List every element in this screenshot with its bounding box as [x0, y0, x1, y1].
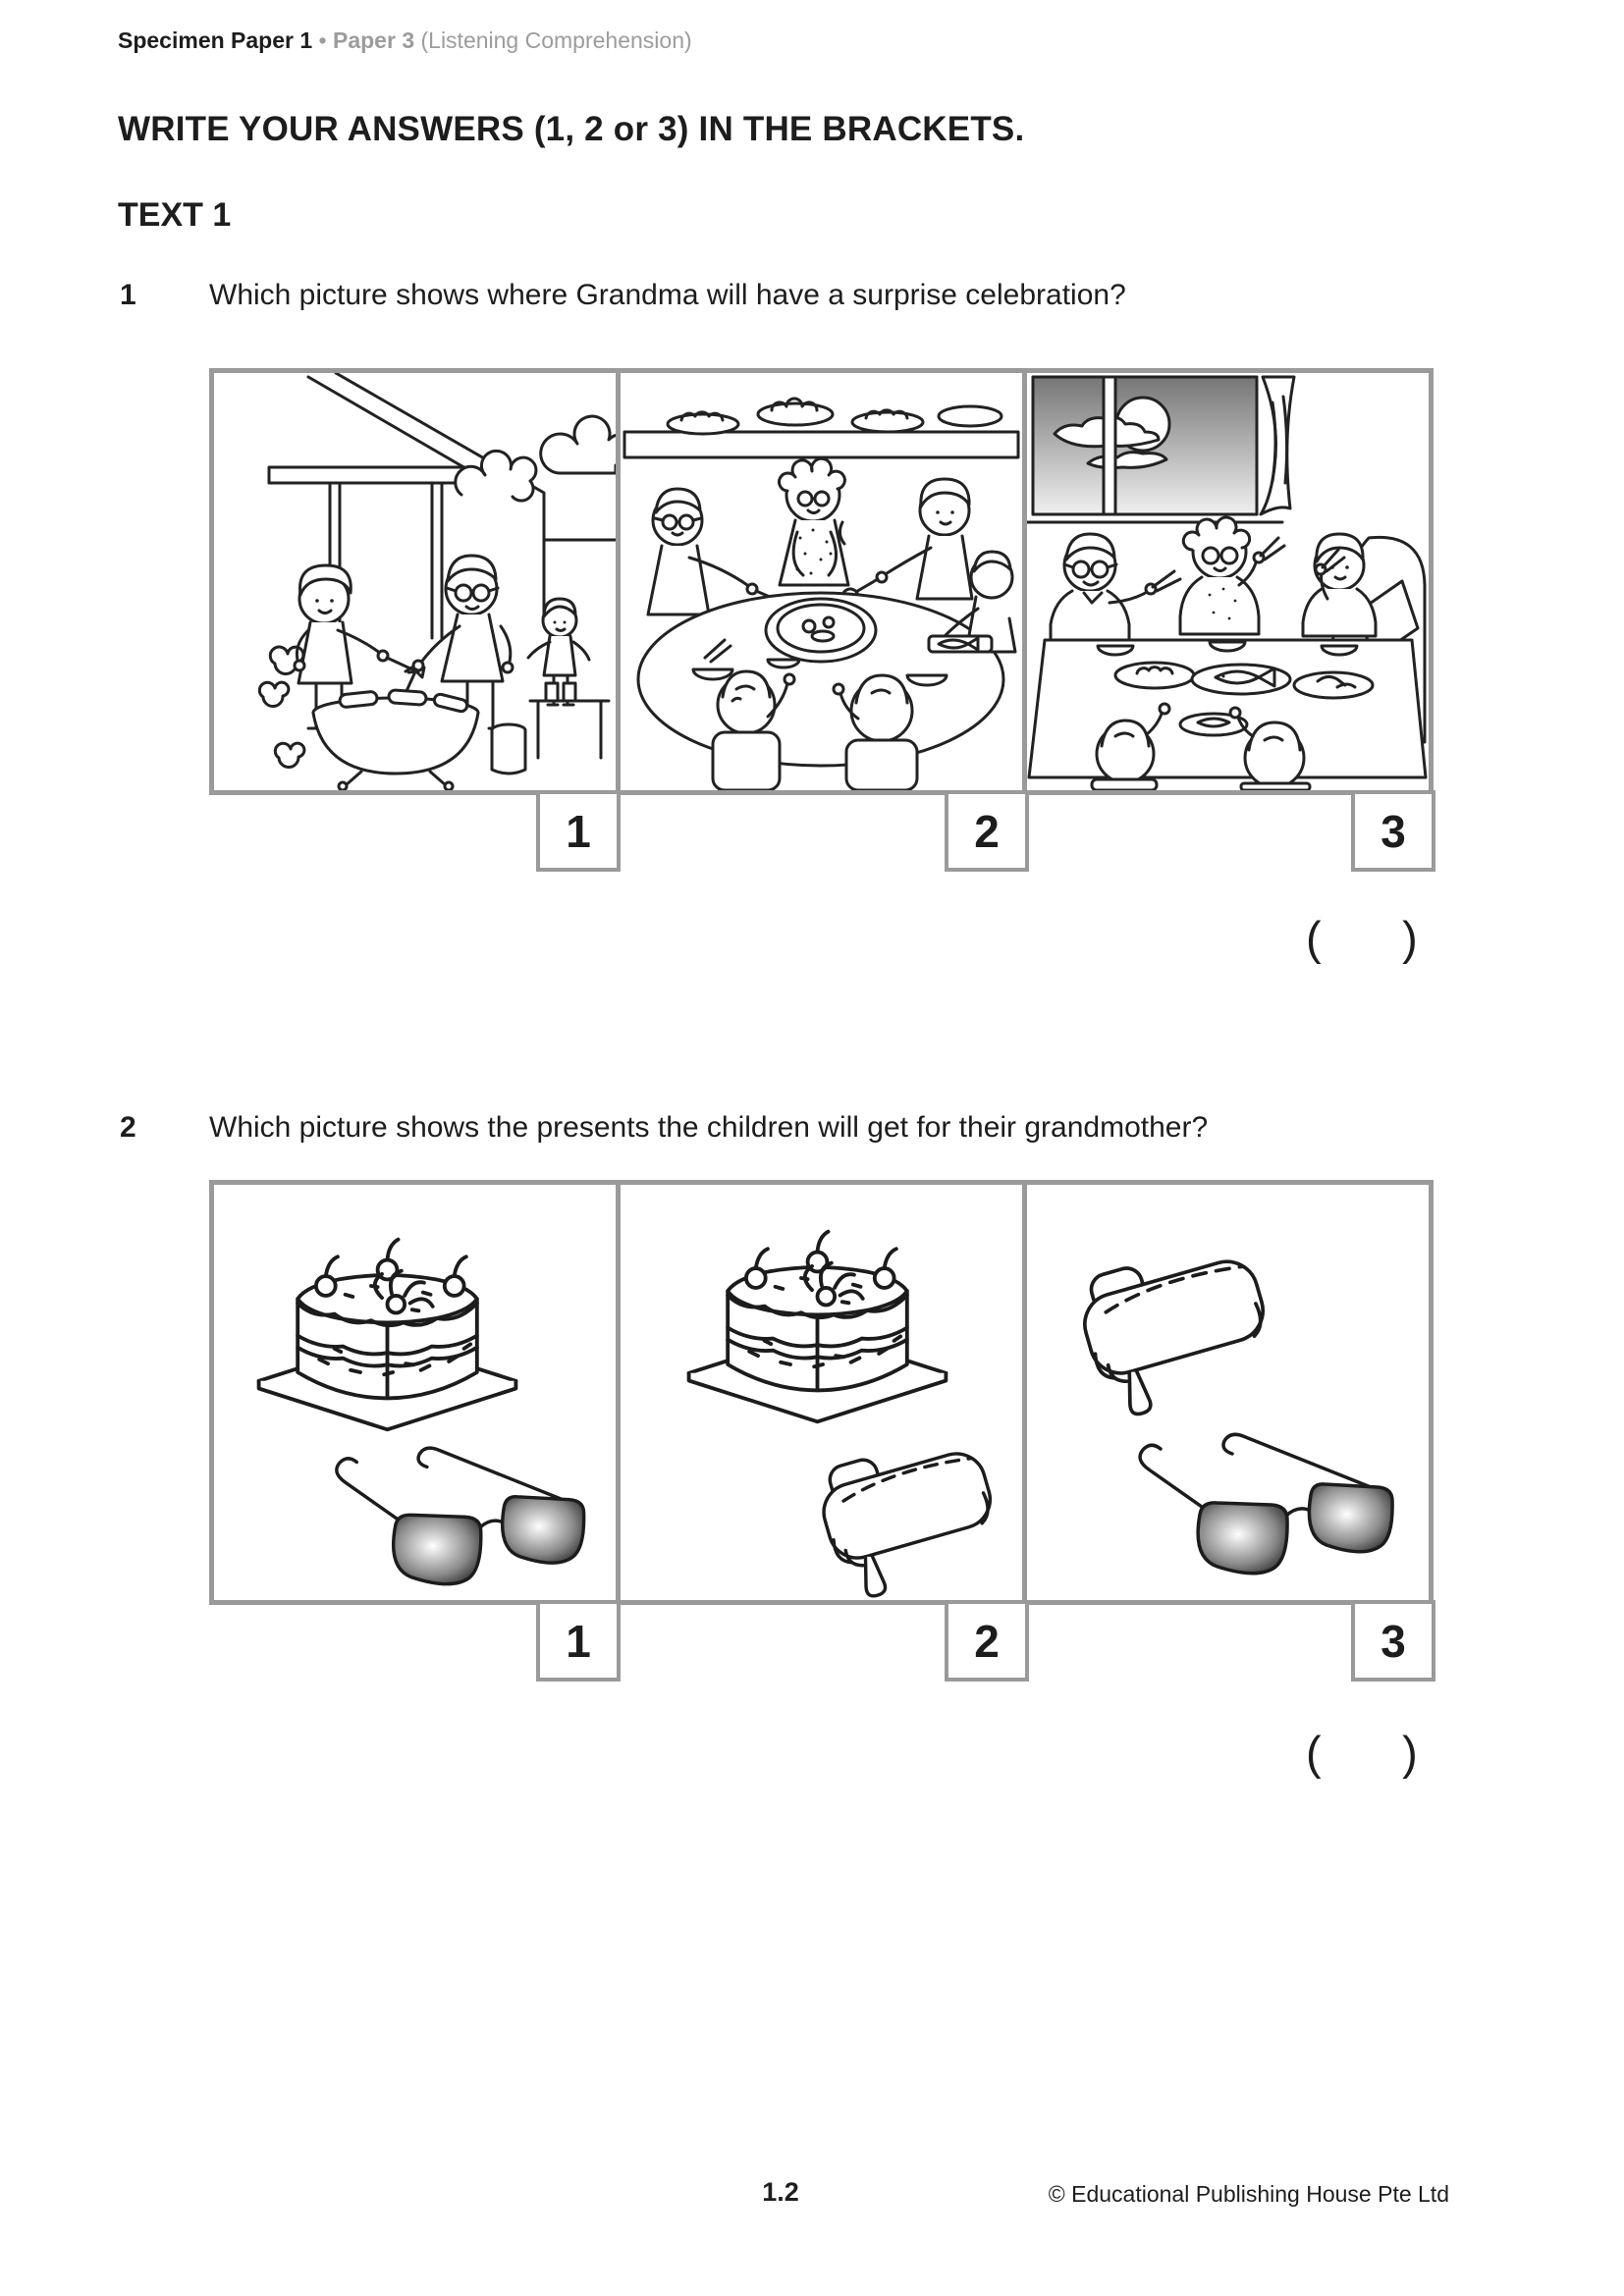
close-bracket: ) — [1402, 1727, 1418, 1779]
picture-option-panel — [621, 373, 1027, 790]
option-number-box — [1351, 790, 1435, 872]
option-number-label: 1 — [566, 805, 591, 857]
family-barbecue-scene-picture — [214, 373, 616, 790]
question-2-picture-strip — [209, 1180, 1434, 1605]
copyright-notice: © Educational Publishing House Pte Ltd — [1048, 2181, 1449, 2207]
family-night-dinner-scene-picture — [1027, 373, 1429, 790]
answer-brackets — [1306, 911, 1418, 965]
cake-and-sunglasses-picture — [214, 1185, 616, 1600]
picture-option-panel — [621, 1185, 1027, 1600]
page-number: 1.2 — [762, 2177, 799, 2207]
picture-option-panel — [214, 373, 621, 790]
paper-subtitle: (Listening Comprehension) — [420, 27, 692, 53]
purse-and-sunglasses-picture — [1027, 1185, 1429, 1600]
option-number-label: 1 — [566, 1615, 591, 1667]
section-title: TEXT 1 — [118, 196, 232, 234]
option-number-label: 3 — [1380, 805, 1406, 857]
question-1-number: 1 — [120, 279, 136, 311]
booklet-title: Specimen Paper 1 — [118, 27, 313, 53]
option-number-label: 2 — [974, 1615, 1000, 1667]
question-2-text: Which picture shows the presents the children will get for their grandmother? — [209, 1111, 1209, 1144]
paper-title: Paper 3 — [333, 27, 415, 53]
picture-option-panel — [214, 1185, 621, 1600]
option-number-box — [945, 1600, 1029, 1682]
option-number-box — [536, 1600, 621, 1682]
question-1-text: Which picture shows where Grandma will have a surprise celebration? — [209, 279, 1126, 311]
question-2-number: 2 — [120, 1111, 136, 1144]
picture-option-panel — [1027, 1185, 1429, 1600]
header-bullet-separator: • — [318, 27, 327, 53]
open-bracket: ( — [1306, 1727, 1322, 1779]
family-hotpot-scene-picture — [621, 373, 1022, 790]
instruction-heading: WRITE YOUR ANSWERS (1, 2 or 3) IN THE BRACKETS. — [118, 110, 1025, 148]
option-number-box — [945, 790, 1029, 872]
cake-and-purse-picture — [621, 1185, 1022, 1600]
running-header — [118, 27, 692, 54]
close-bracket: ) — [1402, 912, 1418, 964]
open-bracket: ( — [1306, 912, 1322, 964]
option-number-box — [1351, 1600, 1435, 1682]
option-number-label: 2 — [974, 805, 1000, 857]
option-number-label: 3 — [1380, 1615, 1406, 1667]
question-1-picture-strip — [209, 368, 1434, 795]
option-number-box — [536, 790, 621, 872]
picture-option-panel — [1027, 373, 1429, 790]
answer-brackets — [1306, 1726, 1418, 1780]
